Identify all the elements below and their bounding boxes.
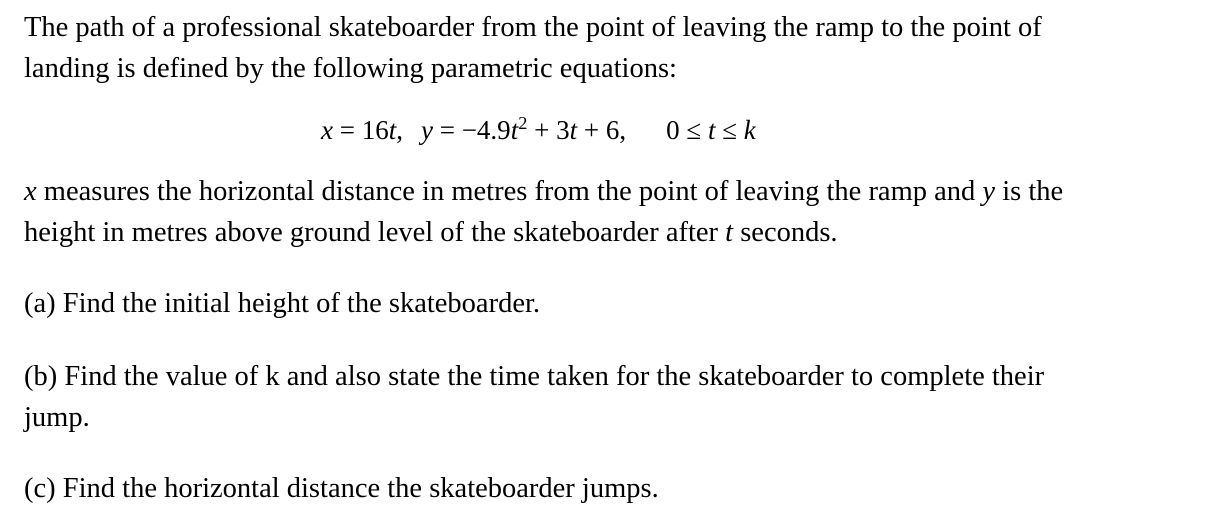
question-c-text: (c) Find the horizontal distance the skateboarder jumps. [24, 473, 659, 504]
intro-line-1: The path of a professional skateboarder from the point of leaving the ramp to the point of [24, 12, 1042, 43]
description-paragraph [24, 171, 1063, 253]
desc-t-var: t [725, 217, 734, 248]
eq-x-equals: = 16 [332, 115, 389, 145]
eq-x-var: x [321, 115, 333, 145]
eq-range-start: 0 ≤ [666, 115, 708, 145]
eq-range-t: t [707, 115, 716, 145]
question-b-line-1: (b) Find the value of k and also state the time taken for the skateboarder to complete their [24, 361, 1045, 392]
parametric-equations [321, 110, 756, 150]
eq-y-exponent: 2 [518, 112, 528, 133]
eq-y-t2: t [569, 115, 578, 145]
eq-y-t: t [510, 115, 519, 145]
eq-y-var: y [420, 115, 433, 145]
eq-range-le: ≤ [715, 115, 744, 145]
eq-x-comma: , [396, 115, 403, 145]
desc-x-var: x [24, 176, 37, 207]
question-a [24, 283, 540, 324]
eq-y-equals: = −4.9 [432, 115, 511, 145]
desc-line-1-end: is the [995, 176, 1064, 207]
desc-y-var: y [982, 176, 996, 207]
eq-y-middle: + 3 [527, 115, 570, 145]
desc-line-2-end: seconds. [733, 217, 838, 248]
question-a-text: (a) Find the initial height of the skateboarder. [24, 288, 541, 319]
intro-line-2: landing is defined by the following parametric equations: [24, 53, 677, 84]
question-b [24, 356, 1044, 438]
eq-range-k: k [743, 115, 756, 145]
desc-line-1-text: measures the horizontal distance in metres from the point of leaving the ramp and [36, 176, 983, 207]
question-b-line-2: jump. [24, 402, 90, 433]
eq-y-constant: + 6, [577, 115, 627, 145]
desc-line-2-text: height in metres above ground level of the skateboarder after [24, 217, 726, 248]
eq-x-t: t [388, 115, 397, 145]
question-c [24, 468, 659, 509]
intro-paragraph [24, 7, 1042, 89]
